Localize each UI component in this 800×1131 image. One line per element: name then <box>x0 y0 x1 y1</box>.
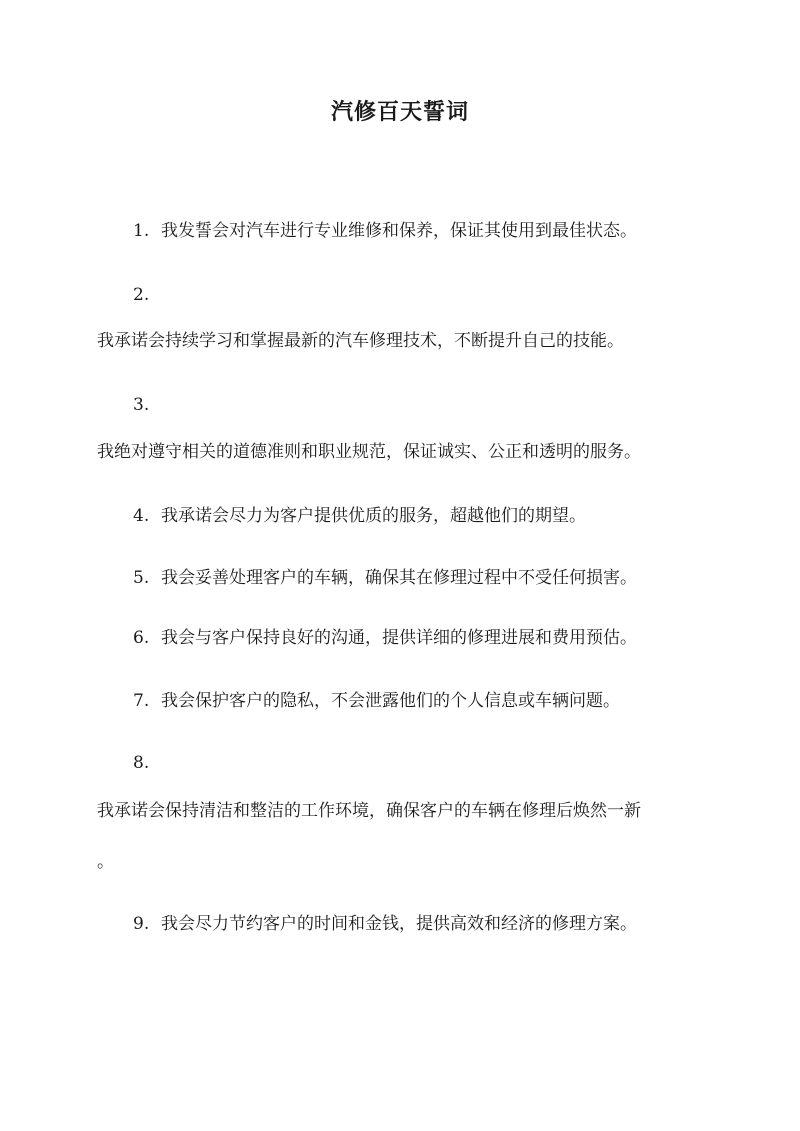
item-text: 我承诺会尽力为客户提供优质的服务，超越他们的期望。 <box>161 506 586 526</box>
oath-item-1 <box>133 218 637 244</box>
item-text: 我会与客户保持良好的沟通，提供详细的修理进展和费用预估。 <box>161 628 637 648</box>
item-text: 我发誓会对汽车进行专业维修和保养，保证其使用到最佳状态。 <box>161 221 637 241</box>
oath-item-8-text: 我承诺会保持清洁和整洁的工作环境，确保客户的车辆在修理后焕然一新 <box>97 801 641 821</box>
item-text: 我会保护客户的隐私，不会泄露他们的个人信息或车辆问题。 <box>161 691 620 711</box>
oath-item-4 <box>133 503 586 529</box>
oath-item-5 <box>133 565 637 591</box>
oath-item-8-text-tail: 。 <box>97 852 114 872</box>
page-title: 汽修百天誓词 <box>330 99 469 125</box>
item-number: 1. <box>133 221 150 241</box>
item-number: 7. <box>133 691 150 711</box>
item-number: 4. <box>133 506 150 526</box>
item-number: 6. <box>133 628 150 648</box>
oath-item-7 <box>133 688 620 714</box>
oath-item-2-text: 我承诺会持续学习和掌握最新的汽车修理技术，不断提升自己的技能。 <box>97 331 624 351</box>
oath-item-3-text: 我绝对遵守相关的道德准则和职业规范，保证诚实、公正和透明的服务。 <box>97 442 641 462</box>
item-number: 2. <box>133 285 150 305</box>
item-text: 我会妥善处理客户的车辆，确保其在修理过程中不受任何损害。 <box>161 568 637 588</box>
oath-item-6 <box>133 625 637 651</box>
item-text: 我会尽力节约客户的时间和金钱，提供高效和经济的修理方案。 <box>161 914 637 934</box>
oath-item-9 <box>133 911 637 937</box>
item-number: 8. <box>133 753 150 773</box>
item-number: 5. <box>133 568 150 588</box>
item-number: 3. <box>133 395 150 415</box>
item-number: 9. <box>133 914 150 934</box>
